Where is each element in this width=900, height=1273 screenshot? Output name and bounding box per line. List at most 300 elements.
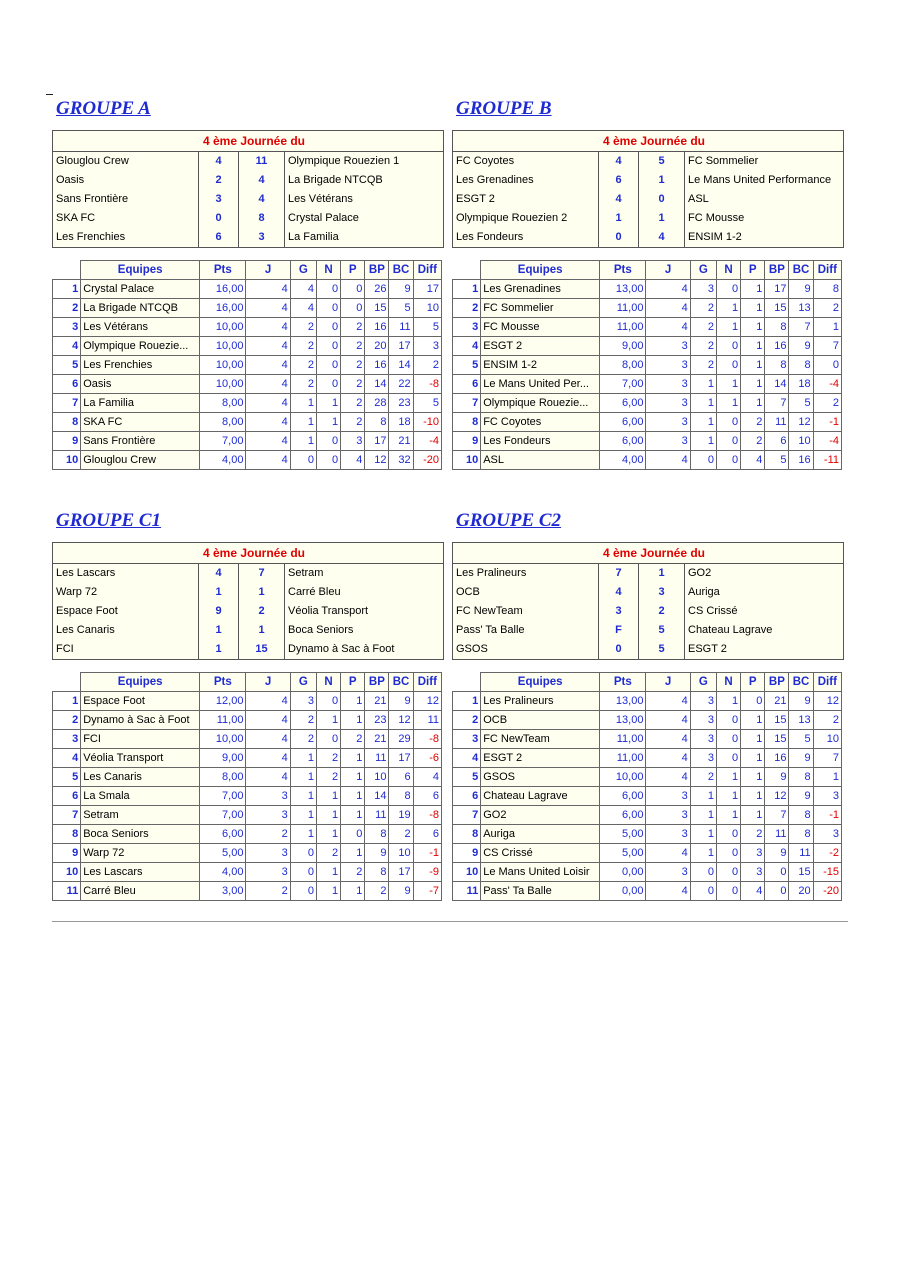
- team-cell: FC Coyotes: [481, 413, 600, 432]
- rank-cell: 2: [453, 299, 481, 318]
- n-cell: 0: [316, 356, 340, 375]
- away-team: Setram: [288, 567, 324, 579]
- p-cell: 3: [341, 432, 365, 451]
- home-score: 4: [599, 190, 639, 209]
- away-team: La Familia: [288, 231, 339, 243]
- points-cell: 10,00: [200, 318, 246, 337]
- bp-cell: 15: [765, 711, 789, 730]
- column-header: P: [341, 261, 365, 280]
- bp-cell: 8: [365, 413, 389, 432]
- g-cell: 0: [690, 882, 716, 901]
- g-cell: 0: [690, 863, 716, 882]
- g-cell: 3: [690, 692, 716, 711]
- table-row: [453, 806, 842, 825]
- team-cell: Warp 72: [81, 844, 200, 863]
- table-row: [53, 787, 442, 806]
- bp-cell: 6: [765, 432, 789, 451]
- n-cell: 0: [316, 280, 340, 299]
- column-header: G: [290, 261, 316, 280]
- standings-table-wrap: [452, 672, 842, 901]
- n-cell: 0: [716, 280, 740, 299]
- p-cell: 1: [741, 299, 765, 318]
- n-cell: 0: [716, 882, 740, 901]
- home-team: OCB: [453, 583, 599, 602]
- bc-cell: 29: [389, 730, 413, 749]
- diff-cell: 2: [813, 711, 841, 730]
- p-cell: 3: [741, 863, 765, 882]
- g-cell: 2: [690, 318, 716, 337]
- table-row: [453, 692, 842, 711]
- rank-cell: 3: [53, 730, 81, 749]
- home-score: 1: [199, 583, 239, 602]
- bc-cell: 9: [789, 787, 813, 806]
- bp-cell: 7: [765, 806, 789, 825]
- n-cell: 1: [716, 394, 740, 413]
- rank-cell: 3: [53, 318, 81, 337]
- g-cell: 2: [690, 337, 716, 356]
- table-row: [53, 825, 442, 844]
- away-score: 5: [639, 152, 685, 171]
- column-header: Pts: [600, 261, 646, 280]
- match-row: [53, 190, 443, 209]
- g-cell: 1: [690, 844, 716, 863]
- diff-cell: 2: [813, 394, 841, 413]
- away-team: La Brigade NTCQB: [288, 174, 383, 186]
- rank-cell: 3: [453, 318, 481, 337]
- n-cell: 1: [316, 882, 340, 901]
- column-header: Pts: [600, 673, 646, 692]
- points-cell: 7,00: [200, 432, 246, 451]
- diff-cell: 12: [413, 692, 441, 711]
- header-row: [453, 673, 842, 692]
- p-cell: 4: [341, 451, 365, 470]
- bp-cell: 16: [765, 337, 789, 356]
- home-team: Les Frenchies: [53, 228, 199, 247]
- home-score: 4: [599, 152, 639, 171]
- away-score: 0: [639, 190, 685, 209]
- g-cell: 2: [290, 711, 316, 730]
- home-team: FCI: [53, 640, 199, 659]
- points-cell: 10,00: [200, 337, 246, 356]
- bp-cell: 8: [765, 318, 789, 337]
- bc-cell: 2: [389, 825, 413, 844]
- g-cell: 1: [290, 749, 316, 768]
- diff-cell: 1: [813, 318, 841, 337]
- diff-cell: 10: [813, 730, 841, 749]
- points-cell: 7,00: [600, 375, 646, 394]
- bc-cell: 5: [789, 394, 813, 413]
- bp-cell: 20: [365, 337, 389, 356]
- away-score: 5: [639, 621, 685, 640]
- match-row: [53, 228, 443, 247]
- bc-cell: 8: [789, 825, 813, 844]
- column-header: J: [646, 673, 690, 692]
- j-cell: 2: [246, 882, 290, 901]
- away-score: 2: [639, 602, 685, 621]
- bp-cell: 16: [365, 318, 389, 337]
- away-score: 1: [639, 564, 685, 583]
- points-cell: 7,00: [200, 787, 246, 806]
- p-cell: 1: [341, 882, 365, 901]
- match-row: [453, 583, 843, 602]
- team-cell: Glouglou Crew: [81, 451, 200, 470]
- n-cell: 2: [316, 768, 340, 787]
- j-cell: 3: [246, 844, 290, 863]
- g-cell: 1: [690, 825, 716, 844]
- bp-cell: 21: [365, 692, 389, 711]
- home-team: Espace Foot: [53, 602, 199, 621]
- match-row: [53, 152, 443, 171]
- group-title: GROUPE A: [56, 98, 151, 119]
- j-cell: 4: [246, 299, 290, 318]
- table-row: [53, 318, 442, 337]
- n-cell: 1: [716, 787, 740, 806]
- bc-cell: 23: [389, 394, 413, 413]
- points-cell: 5,00: [600, 844, 646, 863]
- j-cell: 3: [646, 413, 690, 432]
- home-score: 3: [199, 190, 239, 209]
- j-cell: 4: [646, 318, 690, 337]
- column-header: J: [246, 261, 290, 280]
- match-row: [453, 602, 843, 621]
- header-corner: [53, 673, 81, 692]
- home-team: Les Canaris: [53, 621, 199, 640]
- j-cell: 4: [246, 318, 290, 337]
- p-cell: 1: [741, 806, 765, 825]
- n-cell: 0: [316, 451, 340, 470]
- home-team: FC NewTeam: [453, 602, 599, 621]
- team-cell: Carré Bleu: [81, 882, 200, 901]
- team-cell: Olympique Rouezie...: [481, 394, 600, 413]
- n-cell: 1: [316, 863, 340, 882]
- rank-cell: 6: [53, 787, 81, 806]
- table-row: [453, 356, 842, 375]
- j-cell: 4: [646, 749, 690, 768]
- n-cell: 0: [716, 432, 740, 451]
- away-score: 4: [239, 190, 285, 209]
- rank-cell: 10: [453, 451, 481, 470]
- diff-cell: -1: [813, 806, 841, 825]
- bp-cell: 9: [765, 844, 789, 863]
- team-cell: ASL: [481, 451, 600, 470]
- match-row: [53, 209, 443, 228]
- bp-cell: 9: [365, 844, 389, 863]
- group-title: GROUPE C2: [456, 510, 562, 531]
- home-score: F: [599, 621, 639, 640]
- diff-cell: 3: [813, 825, 841, 844]
- column-header: P: [341, 673, 365, 692]
- match-row: [53, 640, 443, 659]
- team-cell: ESGT 2: [481, 337, 600, 356]
- points-cell: 8,00: [200, 394, 246, 413]
- g-cell: 1: [690, 432, 716, 451]
- n-cell: 0: [716, 451, 740, 470]
- team-cell: La Smala: [81, 787, 200, 806]
- points-cell: 9,00: [200, 749, 246, 768]
- diff-cell: 5: [413, 318, 441, 337]
- bp-cell: 8: [765, 356, 789, 375]
- g-cell: 1: [290, 394, 316, 413]
- home-score: 0: [599, 640, 639, 659]
- n-cell: 0: [716, 730, 740, 749]
- match-row: [453, 640, 843, 659]
- p-cell: 2: [341, 318, 365, 337]
- bp-cell: 26: [365, 280, 389, 299]
- rank-cell: 11: [53, 882, 81, 901]
- team-cell: GO2: [481, 806, 600, 825]
- p-cell: 1: [341, 711, 365, 730]
- p-cell: 2: [741, 413, 765, 432]
- bp-cell: 14: [365, 787, 389, 806]
- g-cell: 1: [690, 806, 716, 825]
- away-score: 1: [639, 171, 685, 190]
- j-cell: 3: [246, 787, 290, 806]
- table-row: [53, 451, 442, 470]
- bc-cell: 19: [389, 806, 413, 825]
- team-cell: Boca Seniors: [81, 825, 200, 844]
- bc-cell: 14: [389, 356, 413, 375]
- match-row: [453, 190, 843, 209]
- table-row: [453, 394, 842, 413]
- column-header: Diff: [413, 673, 441, 692]
- g-cell: 2: [290, 337, 316, 356]
- team-cell: Les Lascars: [81, 863, 200, 882]
- team-cell: FC Mousse: [481, 318, 600, 337]
- rank-cell: 10: [453, 863, 481, 882]
- bc-cell: 5: [789, 730, 813, 749]
- p-cell: 2: [341, 413, 365, 432]
- g-cell: 0: [290, 863, 316, 882]
- standings-table-wrap: [52, 260, 442, 470]
- column-header: N: [716, 261, 740, 280]
- bp-cell: 11: [765, 413, 789, 432]
- diff-cell: 1: [813, 768, 841, 787]
- bc-cell: 7: [789, 318, 813, 337]
- diff-cell: -4: [813, 432, 841, 451]
- home-team: Les Grenadines: [453, 171, 599, 190]
- away-team: FC Sommelier: [688, 155, 759, 167]
- table-row: [53, 863, 442, 882]
- g-cell: 0: [690, 451, 716, 470]
- bc-cell: 5: [389, 299, 413, 318]
- g-cell: 1: [290, 432, 316, 451]
- group-b: [452, 98, 842, 470]
- n-cell: 0: [316, 375, 340, 394]
- n-cell: 1: [716, 768, 740, 787]
- home-team: Glouglou Crew: [53, 152, 199, 171]
- table-row: [453, 280, 842, 299]
- n-cell: 1: [716, 318, 740, 337]
- g-cell: 2: [290, 730, 316, 749]
- bp-cell: 21: [765, 692, 789, 711]
- bc-cell: 18: [789, 375, 813, 394]
- p-cell: 1: [741, 375, 765, 394]
- table-row: [453, 299, 842, 318]
- n-cell: 0: [316, 432, 340, 451]
- bc-cell: 13: [789, 711, 813, 730]
- j-cell: 3: [646, 432, 690, 451]
- rank-cell: 7: [53, 394, 81, 413]
- rank-cell: 5: [453, 356, 481, 375]
- diff-cell: -8: [413, 806, 441, 825]
- away-team: Les Vétérans: [288, 193, 353, 205]
- j-cell: 3: [646, 806, 690, 825]
- p-cell: 0: [341, 299, 365, 318]
- p-cell: 1: [741, 711, 765, 730]
- table-row: [53, 299, 442, 318]
- home-team: GSOS: [453, 640, 599, 659]
- standings-table-wrap: [52, 672, 442, 901]
- n-cell: 1: [316, 413, 340, 432]
- column-header: G: [690, 261, 716, 280]
- away-score: 15: [239, 640, 285, 659]
- n-cell: 1: [716, 299, 740, 318]
- diff-cell: 12: [813, 692, 841, 711]
- diff-cell: -11: [813, 451, 841, 470]
- bp-cell: 16: [365, 356, 389, 375]
- match-row: [53, 621, 443, 640]
- g-cell: 1: [690, 787, 716, 806]
- rank-cell: 1: [53, 280, 81, 299]
- away-team: ENSIM 1-2: [688, 231, 742, 243]
- column-header: J: [246, 673, 290, 692]
- bc-cell: 8: [789, 806, 813, 825]
- bc-cell: 9: [389, 280, 413, 299]
- away-score: 7: [239, 564, 285, 583]
- table-row: [453, 432, 842, 451]
- diff-cell: -2: [813, 844, 841, 863]
- table-row: [453, 730, 842, 749]
- team-cell: FCI: [81, 730, 200, 749]
- rank-cell: 4: [453, 337, 481, 356]
- bc-cell: 10: [789, 432, 813, 451]
- results-panel: [52, 130, 444, 248]
- column-header: N: [316, 261, 340, 280]
- diff-cell: 6: [413, 825, 441, 844]
- g-cell: 2: [690, 299, 716, 318]
- home-score: 0: [599, 228, 639, 247]
- team-cell: CS Crissé: [481, 844, 600, 863]
- home-score: 2: [199, 171, 239, 190]
- table-row: [53, 692, 442, 711]
- header-row: [53, 261, 442, 280]
- rank-cell: 8: [453, 825, 481, 844]
- match-row: [453, 564, 843, 583]
- header-row: [53, 673, 442, 692]
- p-cell: 2: [341, 356, 365, 375]
- points-cell: 5,00: [600, 825, 646, 844]
- g-cell: 1: [690, 394, 716, 413]
- home-score: 0: [199, 209, 239, 228]
- column-header: BC: [789, 673, 813, 692]
- rank-cell: 9: [53, 432, 81, 451]
- points-cell: 13,00: [600, 280, 646, 299]
- column-header: G: [690, 673, 716, 692]
- team-cell: Le Mans United Per...: [481, 375, 600, 394]
- p-cell: 1: [341, 806, 365, 825]
- group-c1: [52, 510, 442, 901]
- bp-cell: 14: [765, 375, 789, 394]
- table-row: [453, 318, 842, 337]
- bottom-rule: [52, 921, 848, 922]
- n-cell: 1: [316, 787, 340, 806]
- results-panel: [52, 542, 444, 660]
- bp-cell: 0: [765, 863, 789, 882]
- away-team: Olympique Rouezien 1: [288, 155, 400, 167]
- home-score: 1: [199, 640, 239, 659]
- rank-cell: 9: [53, 844, 81, 863]
- p-cell: 0: [741, 692, 765, 711]
- diff-cell: -1: [813, 413, 841, 432]
- diff-cell: 8: [813, 280, 841, 299]
- header-corner: [53, 261, 81, 280]
- column-header: BP: [365, 261, 389, 280]
- points-cell: 13,00: [600, 711, 646, 730]
- bc-cell: 9: [789, 692, 813, 711]
- away-team: Le Mans United Performance: [688, 174, 832, 186]
- rank-cell: 2: [53, 711, 81, 730]
- p-cell: 2: [741, 432, 765, 451]
- match-row: [53, 564, 443, 583]
- g-cell: 3: [690, 749, 716, 768]
- column-header: BC: [389, 261, 413, 280]
- bp-cell: 5: [765, 451, 789, 470]
- top-left-mark: [46, 94, 53, 95]
- team-cell: Setram: [81, 806, 200, 825]
- home-score: 1: [199, 621, 239, 640]
- g-cell: 3: [690, 730, 716, 749]
- g-cell: 2: [290, 356, 316, 375]
- diff-cell: 7: [813, 749, 841, 768]
- points-cell: 4,00: [200, 451, 246, 470]
- home-team: FC Coyotes: [453, 152, 599, 171]
- points-cell: 5,00: [200, 844, 246, 863]
- team-cell: Le Mans United Loisir: [481, 863, 600, 882]
- table-row: [453, 375, 842, 394]
- bp-cell: 28: [365, 394, 389, 413]
- diff-cell: -20: [813, 882, 841, 901]
- team-cell: SKA FC: [81, 413, 200, 432]
- rank-cell: 4: [53, 337, 81, 356]
- j-cell: 4: [246, 413, 290, 432]
- bc-cell: 18: [389, 413, 413, 432]
- column-header: Pts: [200, 673, 246, 692]
- group-a: [52, 98, 442, 470]
- diff-cell: -8: [413, 375, 441, 394]
- rank-cell: 6: [453, 375, 481, 394]
- bc-cell: 9: [389, 882, 413, 901]
- g-cell: 1: [290, 787, 316, 806]
- p-cell: 1: [341, 768, 365, 787]
- rank-cell: 8: [53, 413, 81, 432]
- p-cell: 1: [741, 337, 765, 356]
- away-team: ESGT 2: [688, 643, 727, 655]
- diff-cell: 11: [413, 711, 441, 730]
- rank-cell: 5: [53, 356, 81, 375]
- bc-cell: 22: [389, 375, 413, 394]
- column-header: Diff: [813, 673, 841, 692]
- group-c2: [452, 510, 842, 901]
- journee-header: 4 ème Journée du: [53, 543, 443, 564]
- column-header: BC: [389, 673, 413, 692]
- rank-cell: 9: [453, 432, 481, 451]
- bp-cell: 12: [765, 787, 789, 806]
- home-team: Sans Frontière: [53, 190, 199, 209]
- g-cell: 2: [690, 768, 716, 787]
- home-score: 6: [199, 228, 239, 247]
- g-cell: 1: [290, 768, 316, 787]
- g-cell: 1: [290, 413, 316, 432]
